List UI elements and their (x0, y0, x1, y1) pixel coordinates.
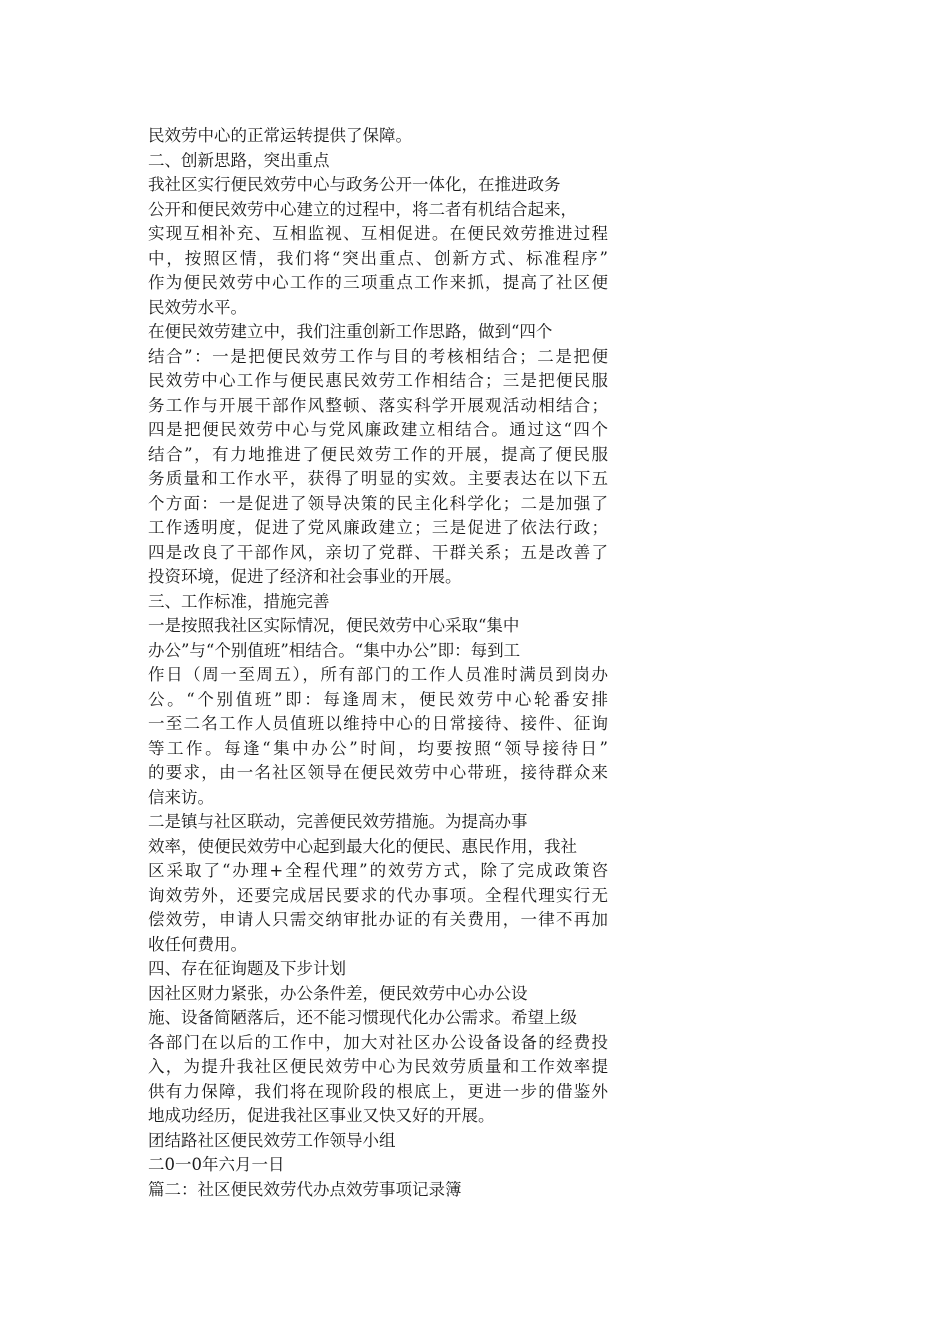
text-line: 等工作。每逢“集中办公”时间，均要按照“领导接待日” (148, 738, 608, 758)
text-line: 偿效劳，申请人只需交纳审批办证的有关费用，一律不再加 (148, 910, 608, 929)
text-line: 实现互相补充、互相监视、互相促进。在便民效劳推进过程 (148, 224, 608, 243)
text-line: 各部门在以后的工作中，加大对社区办公设备设备的经费投 (148, 1032, 608, 1052)
text-line: 三、工作标准，措施完善 (148, 591, 330, 611)
text-line: 公开和便民效劳中心建立的过程中，将二者有机结合起来， (148, 199, 577, 219)
text-line: 信来访。 (148, 787, 214, 807)
text-line: 办公”与“个别值班”相结合。“集中办公”即：每到工 (148, 640, 521, 660)
document-body (148, 124, 608, 1202)
text-line: 地成功经历，促进我社区事业又快又好的开展。 (148, 1106, 495, 1125)
text-line: 询效劳外，还要完成居民要求的代办事项。全程代理实行无 (148, 885, 608, 905)
text-line: 团结路社区便民效劳工作领导小组 (148, 1130, 396, 1150)
text-line: 一至二名工作人员值班以维持中心的日常接待、接件、征询 (148, 714, 608, 733)
text-line: 个方面：一是促进了领导决策的民主化科学化；二是加强了 (148, 493, 608, 513)
text-line: 因社区财力紧张，办公条件差，便民效劳中心办公设 (148, 983, 528, 1003)
text-line: 在便民效劳建立中，我们注重创新工作思路，做到“四个 (148, 322, 553, 341)
text-line: 二、创新思路，突出重点 (148, 150, 330, 170)
text-line: 二是镇与社区联动，完善便民效劳措施。为提高办事 (148, 812, 528, 831)
text-line: 四、存在征询题及下步计划 (148, 959, 346, 978)
text-line: 入，为提升我社区便民效劳中心为民效劳质量和工作效率提 (148, 1057, 608, 1076)
text-line: 结合”：一是把便民效劳工作与目的考核相结合；二是把便 (148, 346, 608, 366)
text-line: 中，按照区情，我们将“突出重点、创新方式、标准程序” (148, 248, 608, 268)
text-line: 收任何费用。 (148, 934, 247, 954)
text-line: 的要求，由一名社区领导在便民效劳中心带班，接待群众来 (148, 763, 608, 782)
text-line: 公。“个别值班”即：每逢周末，便民效劳中心轮番安排 (148, 689, 608, 709)
text-line: 作为便民效劳中心工作的三项重点工作来抓，提高了社区便 (148, 273, 608, 292)
text-line: 效率，使便民效劳中心起到最大化的便民、惠民作用，我社 (148, 836, 577, 856)
text-line: 民效劳中心的正常运转提供了保障。 (148, 126, 412, 145)
text-line: 施、设备简陋落后，还不能习惯现代化办公需求。希望上级 (148, 1008, 577, 1027)
text-line: 我社区实行便民效劳中心与政务公开一体化，在推进政务 (148, 175, 561, 194)
text-line: 四是改良了干部作风，亲切了党群、干群关系；五是改善了 (148, 542, 608, 562)
text-line: 作日（周一至周五），所有部门的工作人员准时满员到岗办 (148, 665, 608, 684)
text-line: 结合”，有力地推进了便民效劳工作的开展，提高了便民服 (148, 444, 608, 464)
text-line: 篇二：社区便民效劳代办点效劳事项记录簿 (148, 1179, 462, 1199)
text-line: 区采取了“办理+全程代理”的效劳方式，除了完成政策咨 (148, 861, 608, 880)
text-line: 供有力保障，我们将在现阶段的根底上，更进一步的借鉴外 (148, 1081, 608, 1101)
text-line: 投资环境，促进了经济和社会事业的开展。 (148, 567, 462, 586)
text-line: 二0一0年六月一日 (148, 1155, 285, 1174)
text-line: 民效劳水平。 (148, 297, 247, 317)
text-line: 四是把便民效劳中心与党风廉政建立相结合。通过这“四个 (148, 420, 608, 439)
text-line: 一是按照我社区实际情况，便民效劳中心采取“集中 (148, 616, 520, 635)
text-line: 工作透明度，促进了党风廉政建立；三是促进了依法行政； (148, 518, 608, 537)
text-line: 务质量和工作水平，获得了明显的实效。主要表达在以下五 (148, 469, 608, 488)
text-line: 民效劳中心工作与便民惠民效劳工作相结合；三是把便民服 (148, 371, 608, 390)
text-line: 务工作与开展干部作风整顿、落实科学开展观活动相结合； (148, 395, 608, 415)
